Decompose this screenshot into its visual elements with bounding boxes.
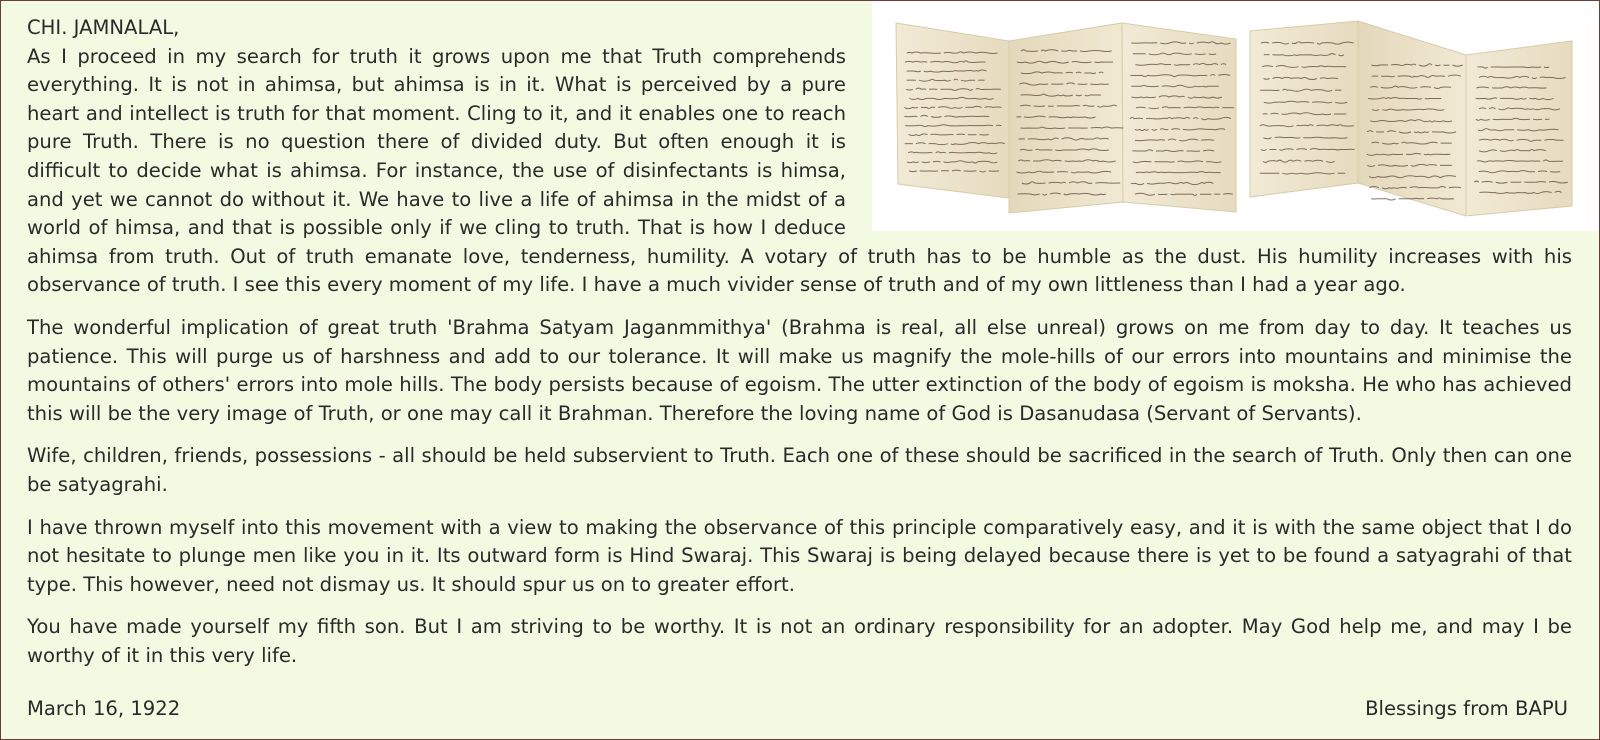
paragraph-2: The wonderful implication of great truth 'Brahma Satyam Jaganmmithya' (Brahma is real, all else unreal) grows on me from day to day. It teaches us patience. This will purge us of harshness and add to our tolerance. It will make us magnify the mole-hills of our errors into mountains and minimise the mountains of others' errors into mole hills. The body persists because of egoism. The utter extinction of the body of egoism is moksha. He who has achieved this will be the very image of Truth, or one may call it Brahman. Therefore the loving name of God is Dasanudasa (Servant of Servants). (27, 315, 1572, 425)
paragraph-5: You have made yourself my fifth son. But I am striving to be worthy. It is not an ordinary responsibility for an adopter. May God help me, and may I be worthy of it in this very life. (27, 615, 1572, 667)
manuscript-illustration (872, 1, 1600, 231)
manuscript-page-4 (1250, 21, 1358, 197)
letter-footer (27, 695, 1568, 724)
letter-closing: Blessings from BAPU (1365, 697, 1568, 720)
paragraph-1: As I proceed in my search for truth it grows upon me that Truth comprehends everything. It is not in ahimsa, but ahimsa is in it. What is perceived by a pure heart and intellect is truth for that moment. Cling to it, and it enables one to reach pure Truth. There is no question there of divided duty. But often enough it is difficult to decide what is ahimsa. For instance, the use of disinfectants is himsa, and yet we cannot do without it. We have to live a life of ahimsa in the midst of a world of himsa, and that is possible only if we cling to truth. That is how I deduce ahimsa from truth. Out of truth emanate love, tenderness, humility. A votary of truth has to be humble as the dust. His humility increases with his observance of truth. I see this every moment of my life. I have a much vivider sense of truth and of my own littleness than I had a year ago. (27, 44, 1572, 297)
salutation: CHI. JAMNALAL, (27, 16, 180, 39)
letter-body (27, 14, 1572, 684)
manuscript-image (872, 1, 1600, 231)
paragraph-3: Wife, children, friends, possessions - all should be held subservient to Truth. Each one of these should be sacrificed in the search of Truth. Only then can one be satyagrahi. (27, 444, 1572, 496)
letter-date: March 16, 1922 (27, 697, 181, 720)
paragraph-4: I have thrown myself into this movement with a view to making the observance of this principle comparatively easy, and it is with the same object that I do not hesitate to plunge men like you in it. Its outward form is Hind Swaraj. This Swaraj is being delayed because there is yet to be found a satyagrahi of that type. This however, need not dismay us. It should spur us on to greater effort. (27, 515, 1572, 596)
